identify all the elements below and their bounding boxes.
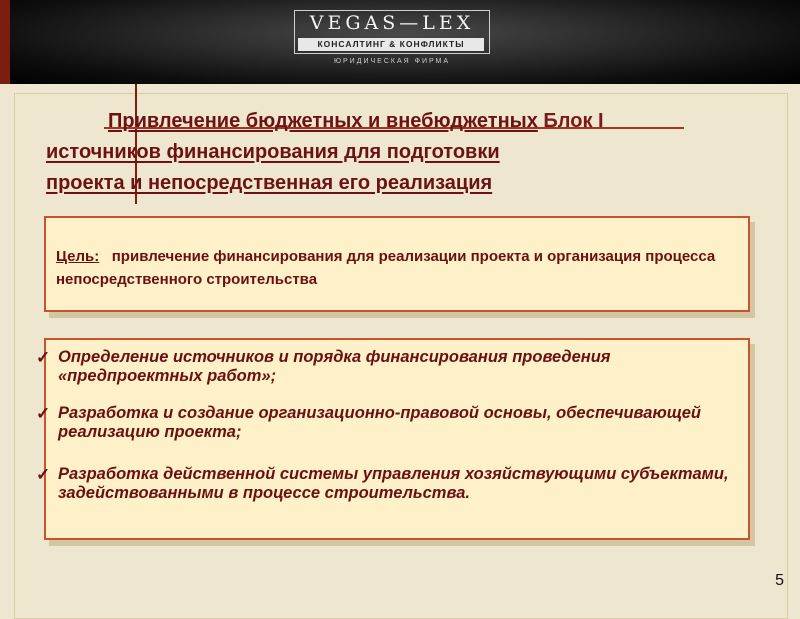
goal-box [44, 216, 750, 312]
list-item [36, 404, 736, 442]
list-item [36, 465, 736, 503]
tasks-box [36, 338, 750, 540]
checkmark-icon: ✓ [36, 404, 51, 423]
logo-subtitle: ЮРИДИЧЕСКАЯ ФИРМА [333, 58, 451, 65]
logo-tagline: КОНСАЛТИНГ & КОНФЛИКТЫ [298, 38, 484, 51]
block-label: Блок I [543, 110, 604, 132]
list-item-text: Разработка действенной системы управления хозяйствующими субъектами, задействованными в процессе строительства. [58, 465, 729, 502]
decorative-bar [0, 0, 10, 84]
page-number: 5 [775, 572, 784, 589]
goal-label: Цель: [56, 248, 100, 265]
title-line-3: проекта и непосредственная его реализация [46, 172, 493, 194]
slide-title [46, 106, 786, 199]
title-line-2: источников финансирования для подготовки [46, 141, 500, 163]
list-item-text: Разработка и создание организационно-правовой основы, обеспечивающей реализацию проекта; [58, 404, 701, 441]
title-line-1: Привлечение бюджетных и внебюджетных [108, 110, 538, 132]
header-banner [0, 0, 800, 84]
goal-text: привлечение финансирования для реализации проекта и организация процесса непосредственного строительства [56, 248, 716, 288]
list-item-text: Определение источников и порядка финансирования проведения «предпроектных работ»; [58, 348, 611, 385]
logo-text: VEGAS—LEX [309, 12, 475, 34]
company-logo [294, 10, 490, 54]
checkmark-icon: ✓ [36, 348, 51, 367]
checkmark-icon: ✓ [36, 465, 51, 484]
list-item [36, 348, 736, 386]
